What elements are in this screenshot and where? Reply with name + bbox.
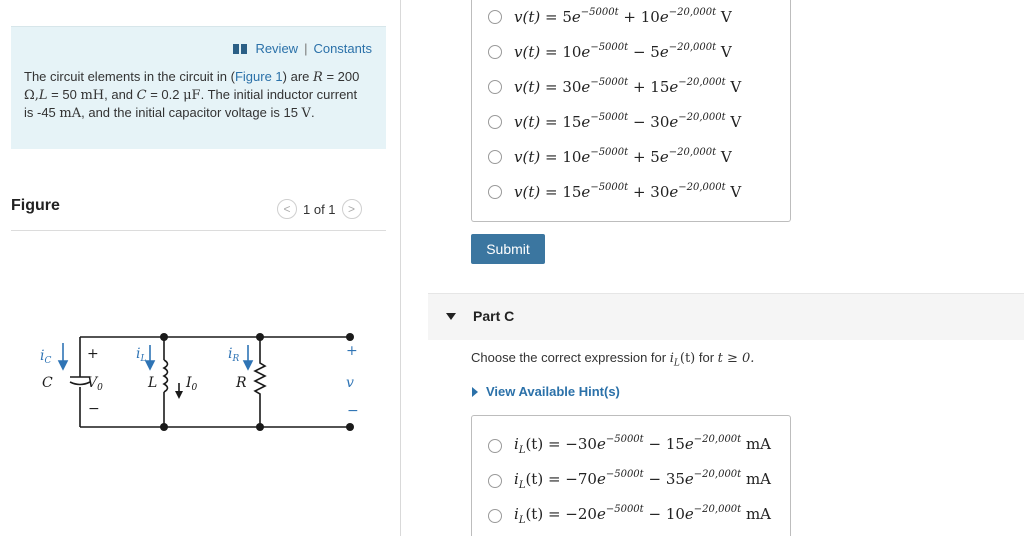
hints-label: View Available Hint(s) <box>486 384 620 399</box>
option-expression: $i_L(t) = -30e^{-5000t} - 15e^{-20,000t}$ mA <box>514 434 772 456</box>
panel-divider <box>400 0 401 536</box>
part-b-option[interactable] <box>488 113 741 131</box>
svg-text:v: v <box>346 375 354 391</box>
svg-text:R: R <box>236 375 247 391</box>
figure-pager <box>277 199 362 219</box>
view-hints-link[interactable] <box>472 384 620 399</box>
radio-button[interactable] <box>488 150 502 164</box>
problem-panel <box>0 0 400 536</box>
terminal-dot <box>346 333 354 341</box>
part-c-option[interactable] <box>488 470 771 491</box>
problem-info-box <box>11 26 386 149</box>
radio-button[interactable] <box>488 115 502 129</box>
book-icon <box>233 44 247 54</box>
resource-links <box>233 41 372 56</box>
svg-text:iC: $i_C$ <box>40 348 52 366</box>
part-c-options <box>471 415 791 536</box>
node-dot <box>256 333 264 341</box>
part-b-option[interactable] <box>488 148 732 166</box>
radio-button[interactable] <box>488 80 502 94</box>
node-dot <box>256 423 264 431</box>
radio-button[interactable] <box>488 439 502 453</box>
figure-link[interactable]: Figure 1 <box>234 69 283 84</box>
svg-text:V0: $V_0$ <box>87 375 103 393</box>
svg-text:−: − <box>88 401 100 417</box>
terminal-dot <box>346 423 354 431</box>
part-c-question: Choose the correct expression for $i_L(t)$ for t ≥ 0. <box>471 350 755 369</box>
part-b-option[interactable] <box>488 183 741 201</box>
svg-text:+: + <box>87 346 99 362</box>
option-expression: $v(t) = 10e^{-5000t} + 5e^{-20,000t}$ V <box>514 147 732 166</box>
radio-button[interactable] <box>488 509 502 523</box>
link-separator: | <box>304 41 308 56</box>
part-c-option[interactable] <box>488 505 771 526</box>
node-dot <box>160 423 168 431</box>
figure-title: Figure <box>11 197 60 214</box>
node-dot <box>160 333 168 341</box>
part-c-option[interactable] <box>488 435 771 456</box>
collapse-triangle-icon[interactable] <box>446 313 456 320</box>
option-expression: $v(t) = 5e^{-5000t} + 10e^{-20,000t}$ V <box>514 7 732 26</box>
review-link[interactable]: Review <box>255 41 299 56</box>
part-b-option[interactable] <box>488 43 732 61</box>
part-b-option[interactable] <box>488 78 741 96</box>
radio-button[interactable] <box>488 10 502 24</box>
expand-arrow-icon <box>472 387 478 397</box>
svg-text:I0: $I_0$ <box>186 375 198 393</box>
pager-count: 1 of 1 <box>303 201 336 217</box>
svg-text:−: − <box>347 403 359 419</box>
option-expression: $v(t) = 30e^{-5000t} + 15e^{-20,000t}$ V <box>514 77 742 96</box>
svg-text:C: C <box>42 375 53 391</box>
next-figure-button[interactable]: > <box>342 199 362 219</box>
part-b-option[interactable] <box>488 8 732 26</box>
radio-button[interactable] <box>488 474 502 488</box>
option-expression: $i_L(t) = -20e^{-5000t} - 10e^{-20,000t}$ mA <box>514 504 772 526</box>
option-expression: $v(t) = 15e^{-5000t} - 30e^{-20,000t}$ V <box>514 112 742 131</box>
part-c-header[interactable] <box>428 293 1024 340</box>
submit-button[interactable]: Submit <box>471 234 545 264</box>
radio-button[interactable] <box>488 45 502 59</box>
part-b-options <box>471 0 791 222</box>
part-c-label: Part C <box>473 308 515 324</box>
option-expression: $v(t) = 15e^{-5000t} + 30e^{-20,000t}$ V <box>514 182 742 201</box>
svg-text:iR: $i_R$ <box>228 346 240 364</box>
svg-text:L: L <box>148 375 158 391</box>
svg-text:+: + <box>346 343 358 359</box>
figure-divider <box>11 230 386 231</box>
prev-figure-button[interactable]: < <box>277 199 297 219</box>
radio-button[interactable] <box>488 185 502 199</box>
option-expression: $v(t) = 10e^{-5000t} - 5e^{-20,000t}$ V <box>514 42 732 61</box>
option-expression: $i_L(t) = -70e^{-5000t} - 35e^{-20,000t}$ mA <box>514 469 772 491</box>
circuit-diagram <box>30 325 370 445</box>
constants-link[interactable]: Constants <box>313 41 372 56</box>
svg-text:iL: $i_L$ <box>136 346 147 364</box>
problem-statement: The circuit elements in the circuit in (Figure 1) are R = 200 Ω,L = 50 mH, and C = 0.2 μF. The initial inductor current is -45 mA, and the initial capacitor voltage is 15 V. <box>24 69 360 121</box>
